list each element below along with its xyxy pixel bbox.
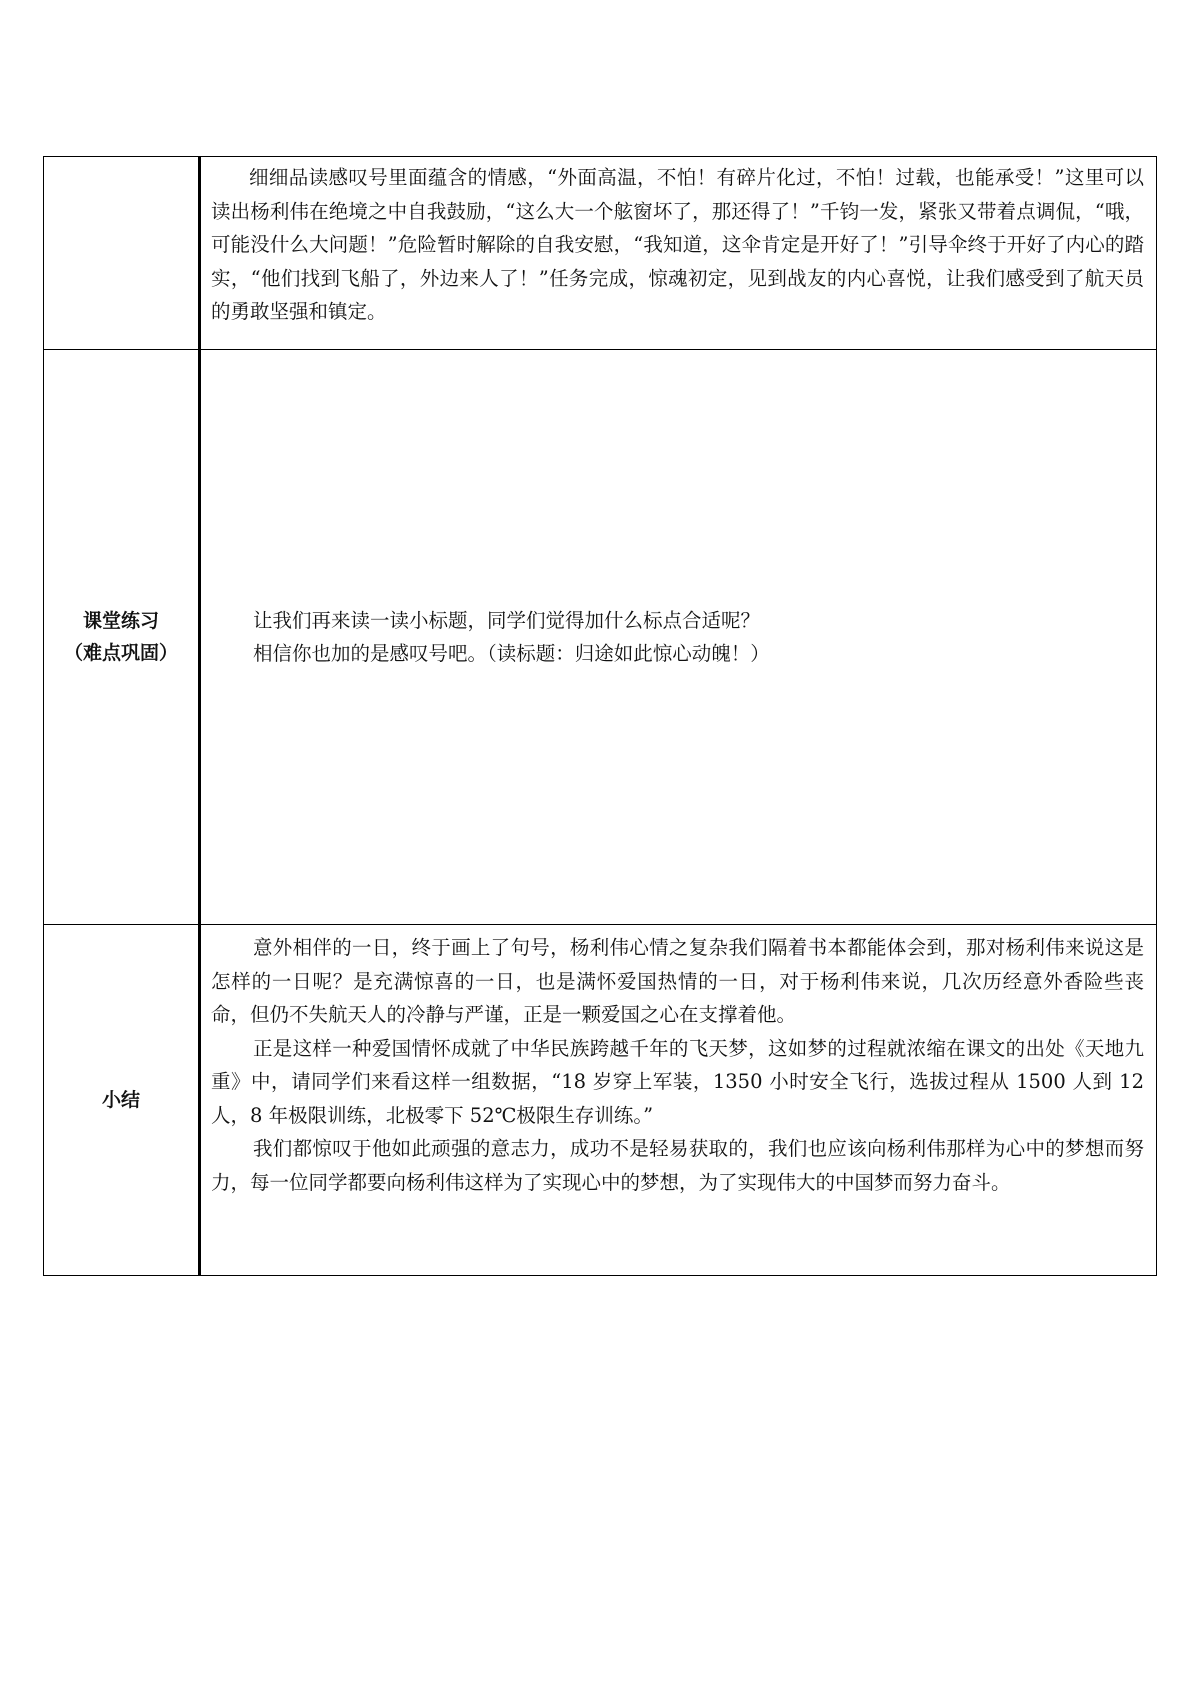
- paragraph: 正是这样一种爱国情怀成就了中华民族跨越千年的飞天梦，这如梦的过程就浓缩在课文的出处《天地九重》中，请同学们来看这样一组数据，“18 岁穿上军装，1350 小时安全飞行，选拔过程从 1500 人到 12 人，8 年极限训练，北极零下 52℃极限生存训练。”: [211, 1036, 1144, 1127]
- row-label-line: （难点巩固）: [63, 642, 178, 664]
- row-content: [200, 157, 1157, 350]
- paragraph: 我们都惊叹于他如此顽强的意志力，成功不是轻易获取的，我们也应该向杨利伟那样为心中的梦想而努力，每一位同学都要向杨利伟这样为了实现心中的梦想，为了实现伟大的中国梦而努力奋斗。: [211, 1137, 1144, 1194]
- table-row: [44, 157, 1157, 350]
- row-label-empty: [44, 157, 200, 350]
- row-content: [200, 925, 1157, 1276]
- lesson-plan-table: [43, 156, 1157, 1276]
- paragraph: 意外相伴的一日，终于画上了句号，杨利伟心情之复杂我们隔着书本都能体会到，那对杨利伟来说这是怎样的一日呢？是充满惊喜的一日，也是满怀爱国热情的一日，对于杨利伟来说，几次历经意外香险些丧命，但仍不失航天人的冷静与严谨，正是一颗爱国之心在支撑着他。: [211, 936, 1144, 1026]
- row-label-line: 小结: [101, 1089, 140, 1111]
- paragraph: 让我们再来读一读小标题，同学们觉得加什么标点合适呢？: [253, 608, 761, 632]
- row-label-line: 课堂练习: [82, 610, 159, 632]
- row-content: [200, 350, 1157, 925]
- table-row: [44, 350, 1157, 925]
- table-row: [44, 925, 1157, 1276]
- paragraph: 细细品读感叹号里面蕴含的情感，“外面高温，不怕！有碎片化过，不怕！过载，也能承受！”这里可以读出杨利伟在绝境之中自我鼓励，“这么大一个舷窗坏了，那还得了！”千钧一发，紧张又带着点调侃，“哦，可能没什么大问题！”危险暂时解除的自我安慰，“我知道，这伞肯定是开好了！”引导伞终于开好了内心的踏实，“他们找到飞船了，外边来人了！”任务完成，惊魂初定，见到战友的内心喜悦，让我们感受到了航天员的勇敢坚强和镇定。: [211, 166, 1144, 323]
- paragraph: 相信你也加的是感叹号吧。（读标题：归途如此惊心动魄！）: [253, 642, 770, 665]
- row-label-summary: [44, 925, 200, 1276]
- row-label-classroom-practice: [44, 350, 200, 925]
